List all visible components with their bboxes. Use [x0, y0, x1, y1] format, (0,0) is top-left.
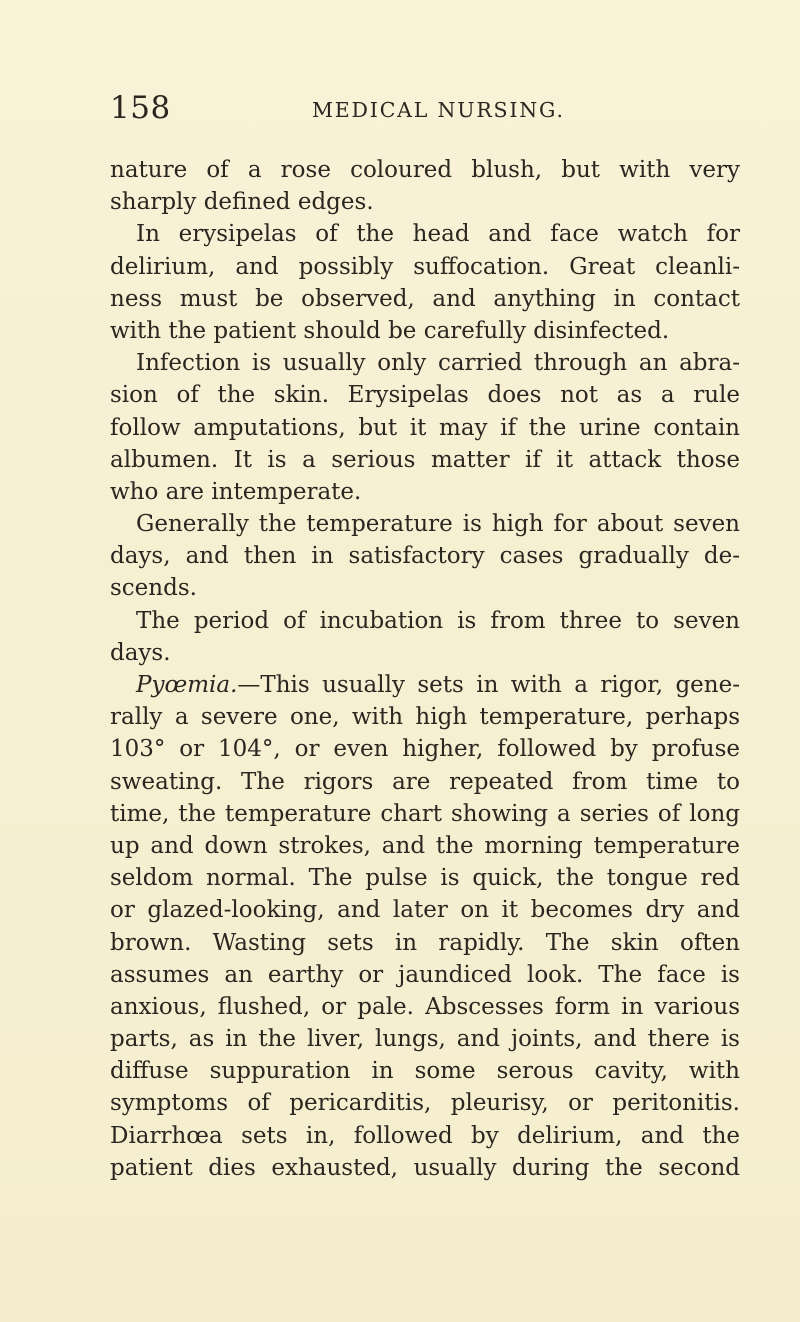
text-line: up and down strokes, and the morning temperature	[110, 832, 740, 859]
text-line: brown. Wasting sets in rapidly. The skin often	[110, 929, 740, 956]
text-line: who are intemperate.	[110, 478, 362, 505]
text-line: seldom normal. The pulse is quick, the tongue red	[110, 865, 740, 892]
text-line: ness must be observed, and anything in contact	[110, 285, 740, 312]
text-line: time, the temperature chart showing a series of long	[110, 800, 740, 827]
paragraph-start-line: In erysipelas of the head and face watch for	[136, 221, 740, 248]
text-line: days.	[110, 639, 171, 666]
text-line-continuation: —This usually sets in with a rigor, gene-	[237, 672, 740, 698]
paragraph-start-line	[110, 669, 740, 701]
text-line: or glazed-looking, and later on it becomes dry and	[110, 897, 740, 924]
text-line: parts, as in the liver, lungs, and joints, and there is	[110, 1026, 740, 1053]
paragraph-start-line: Generally the temperature is high for about seven	[136, 511, 740, 538]
text-line: Diarrhœa sets in, followed by delirium, and the	[110, 1122, 740, 1149]
text-line: symptoms of pericarditis, pleurisy, or peritonitis.	[110, 1090, 740, 1117]
page-number: 158	[110, 90, 171, 126]
text-line: with the patient should be carefully disinfected.	[110, 317, 670, 344]
text-line: rally a severe one, with high temperature, perhaps	[110, 704, 740, 731]
page-header	[110, 88, 750, 138]
body-text	[110, 154, 740, 1184]
text-line: follow amputations, but it may if the urine contain	[110, 414, 740, 441]
text-line: days, and then in satisfactory cases gradually de-	[110, 543, 740, 570]
text-line: nature of a rose coloured blush, but with very	[110, 157, 740, 183]
paragraph-start-line: The period of incubation is from three to seven	[136, 607, 740, 634]
text-line: sweating. The rigors are repeated from time to	[110, 768, 740, 795]
text-line: anxious, flushed, or pale. Abscesses form in various	[110, 993, 740, 1020]
running-head: MEDICAL NURSING.	[312, 98, 565, 122]
text-line: 103° or 104°, or even higher, followed by profuse	[110, 736, 740, 763]
text-line: assumes an earthy or jaundiced look. The face is	[110, 961, 740, 988]
text-line: scends.	[110, 575, 197, 602]
text-line: albumen. It is a serious matter if it attack those	[110, 446, 740, 473]
italic-term: Pyœmia.	[136, 672, 238, 698]
text-line: diffuse suppuration in some serous cavity, with	[110, 1058, 740, 1085]
text-line: sharply defined edges.	[110, 189, 374, 216]
text-line: patient dies exhausted, usually during the second	[110, 1154, 740, 1181]
text-line: delirium, and possibly suffocation. Great cleanli-	[110, 253, 740, 280]
text-line: sion of the skin. Erysipelas does not as a rule	[110, 382, 740, 409]
paragraph-start-line: Infection is usually only carried through an abra-	[136, 350, 740, 377]
